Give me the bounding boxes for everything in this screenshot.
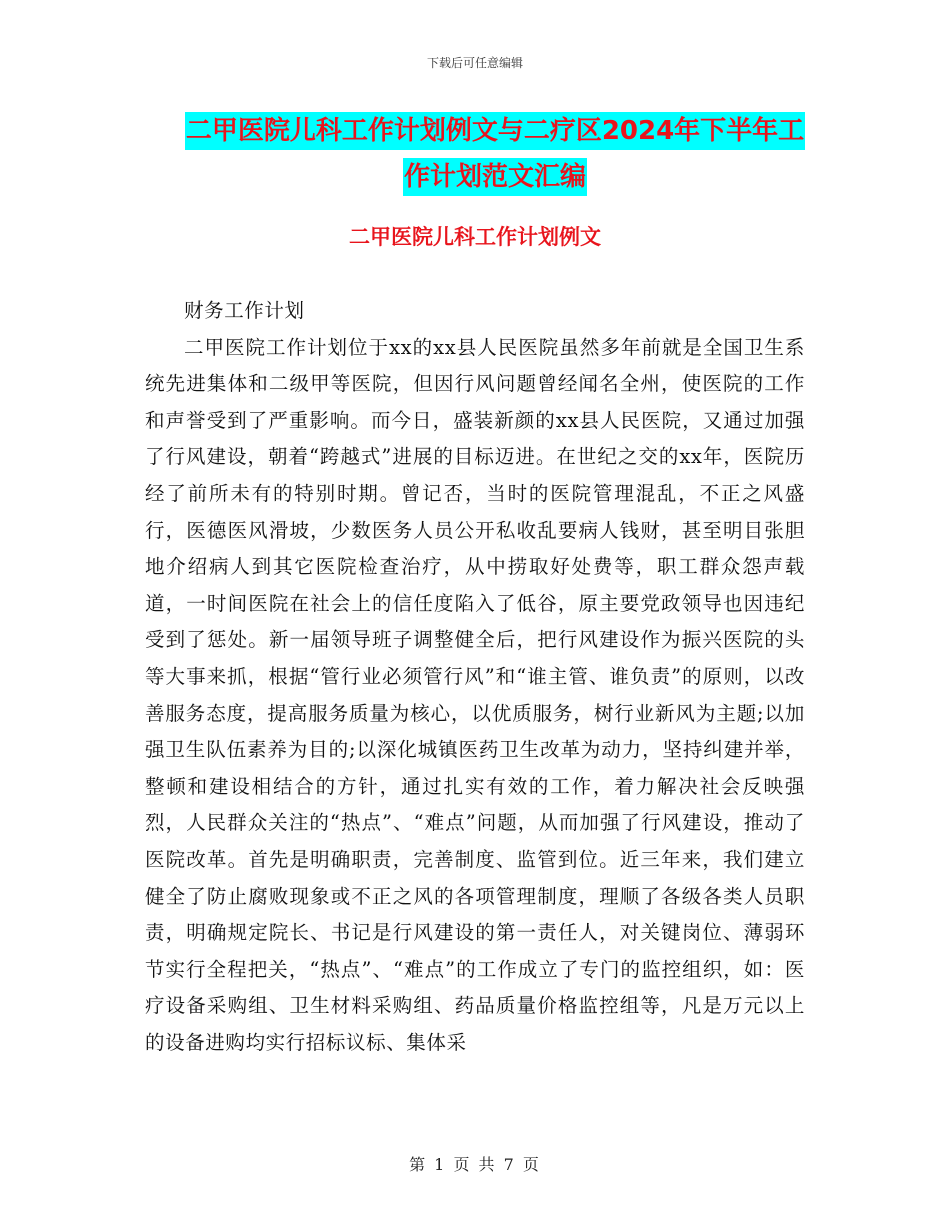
paragraph-main: 二甲医院工作计划位于xx的xx县人民医院虽然多年前就是全国卫生系统先进集体和二级甲等医院，但因行风问题曾经闻名全州，使医院的工作和声誉受到了严重影响。而今日，盛装新颜的xx县人民医院，又通过加强了行风建设，朝着“跨越式”进展的目标迈进。在世纪之交的xx年，医院历经了前所未有的特别时期。曾记否，当时的医院管理混乱，不正之风盛行，医德医风滑坡，少数医务人员公开私收乱要病人钱财，甚至明目张胆地介绍病人到其它医院检查治疗，从中捞取好处费等，职工群众怨声载道，一时间医院在社会上的信任度陷入了低谷，原主要党政领导也因违纪受到了惩处。新一届领导班子调整健全后，把行风建设作为振兴医院的头等大事来抓，根据“管行业必须管行风”和“谁主管、谁负责”的原则，以改善服务态度，提高服务质量为核心，以优质服务，树行业新风为主题;以加强卫生队伍素养为目的;以深化城镇医药卫生改革为动力，坚持纠建并举，整顿和建设相结合的方针，通过扎实有效的工作，着力解决社会反映强烈，人民群众关注的“热点”、“难点”问题，从而加强了行风建设，推动了医院改革。首先是明确职责，完善制度、监管到位。近三年来，我们建立健全了防止腐败现象或不正之风的各项管理制度，理顺了各级各类人员职责，明确规定院长、书记是行风建设的第一责任人，对关键岗位、薄弱环节实行全程把关，“热点”、“难点”的工作成立了专门的监控组织，如：医疗设备采购组、卫生材料采购组、药品质量价格监控组等，凡是万元以上的设备进购均实行招标议标、集体采 <box>145 335 805 1054</box>
section-heading: 二甲医院儿科工作计划例文 <box>349 225 601 249</box>
document-title <box>150 112 840 196</box>
document-body <box>145 293 805 1061</box>
document-title-line-1: 二甲医院儿科工作计划例文与二疗区2024年下半年工 <box>185 112 805 150</box>
paragraph-subheading: 财务工作计划 <box>184 299 305 322</box>
page-header-note: 下载后可任意编辑 <box>426 56 523 70</box>
page-footer: 第 1 页 共 7 页 <box>409 1155 541 1174</box>
document-title-line-2: 作计划范文汇编 <box>403 158 587 196</box>
